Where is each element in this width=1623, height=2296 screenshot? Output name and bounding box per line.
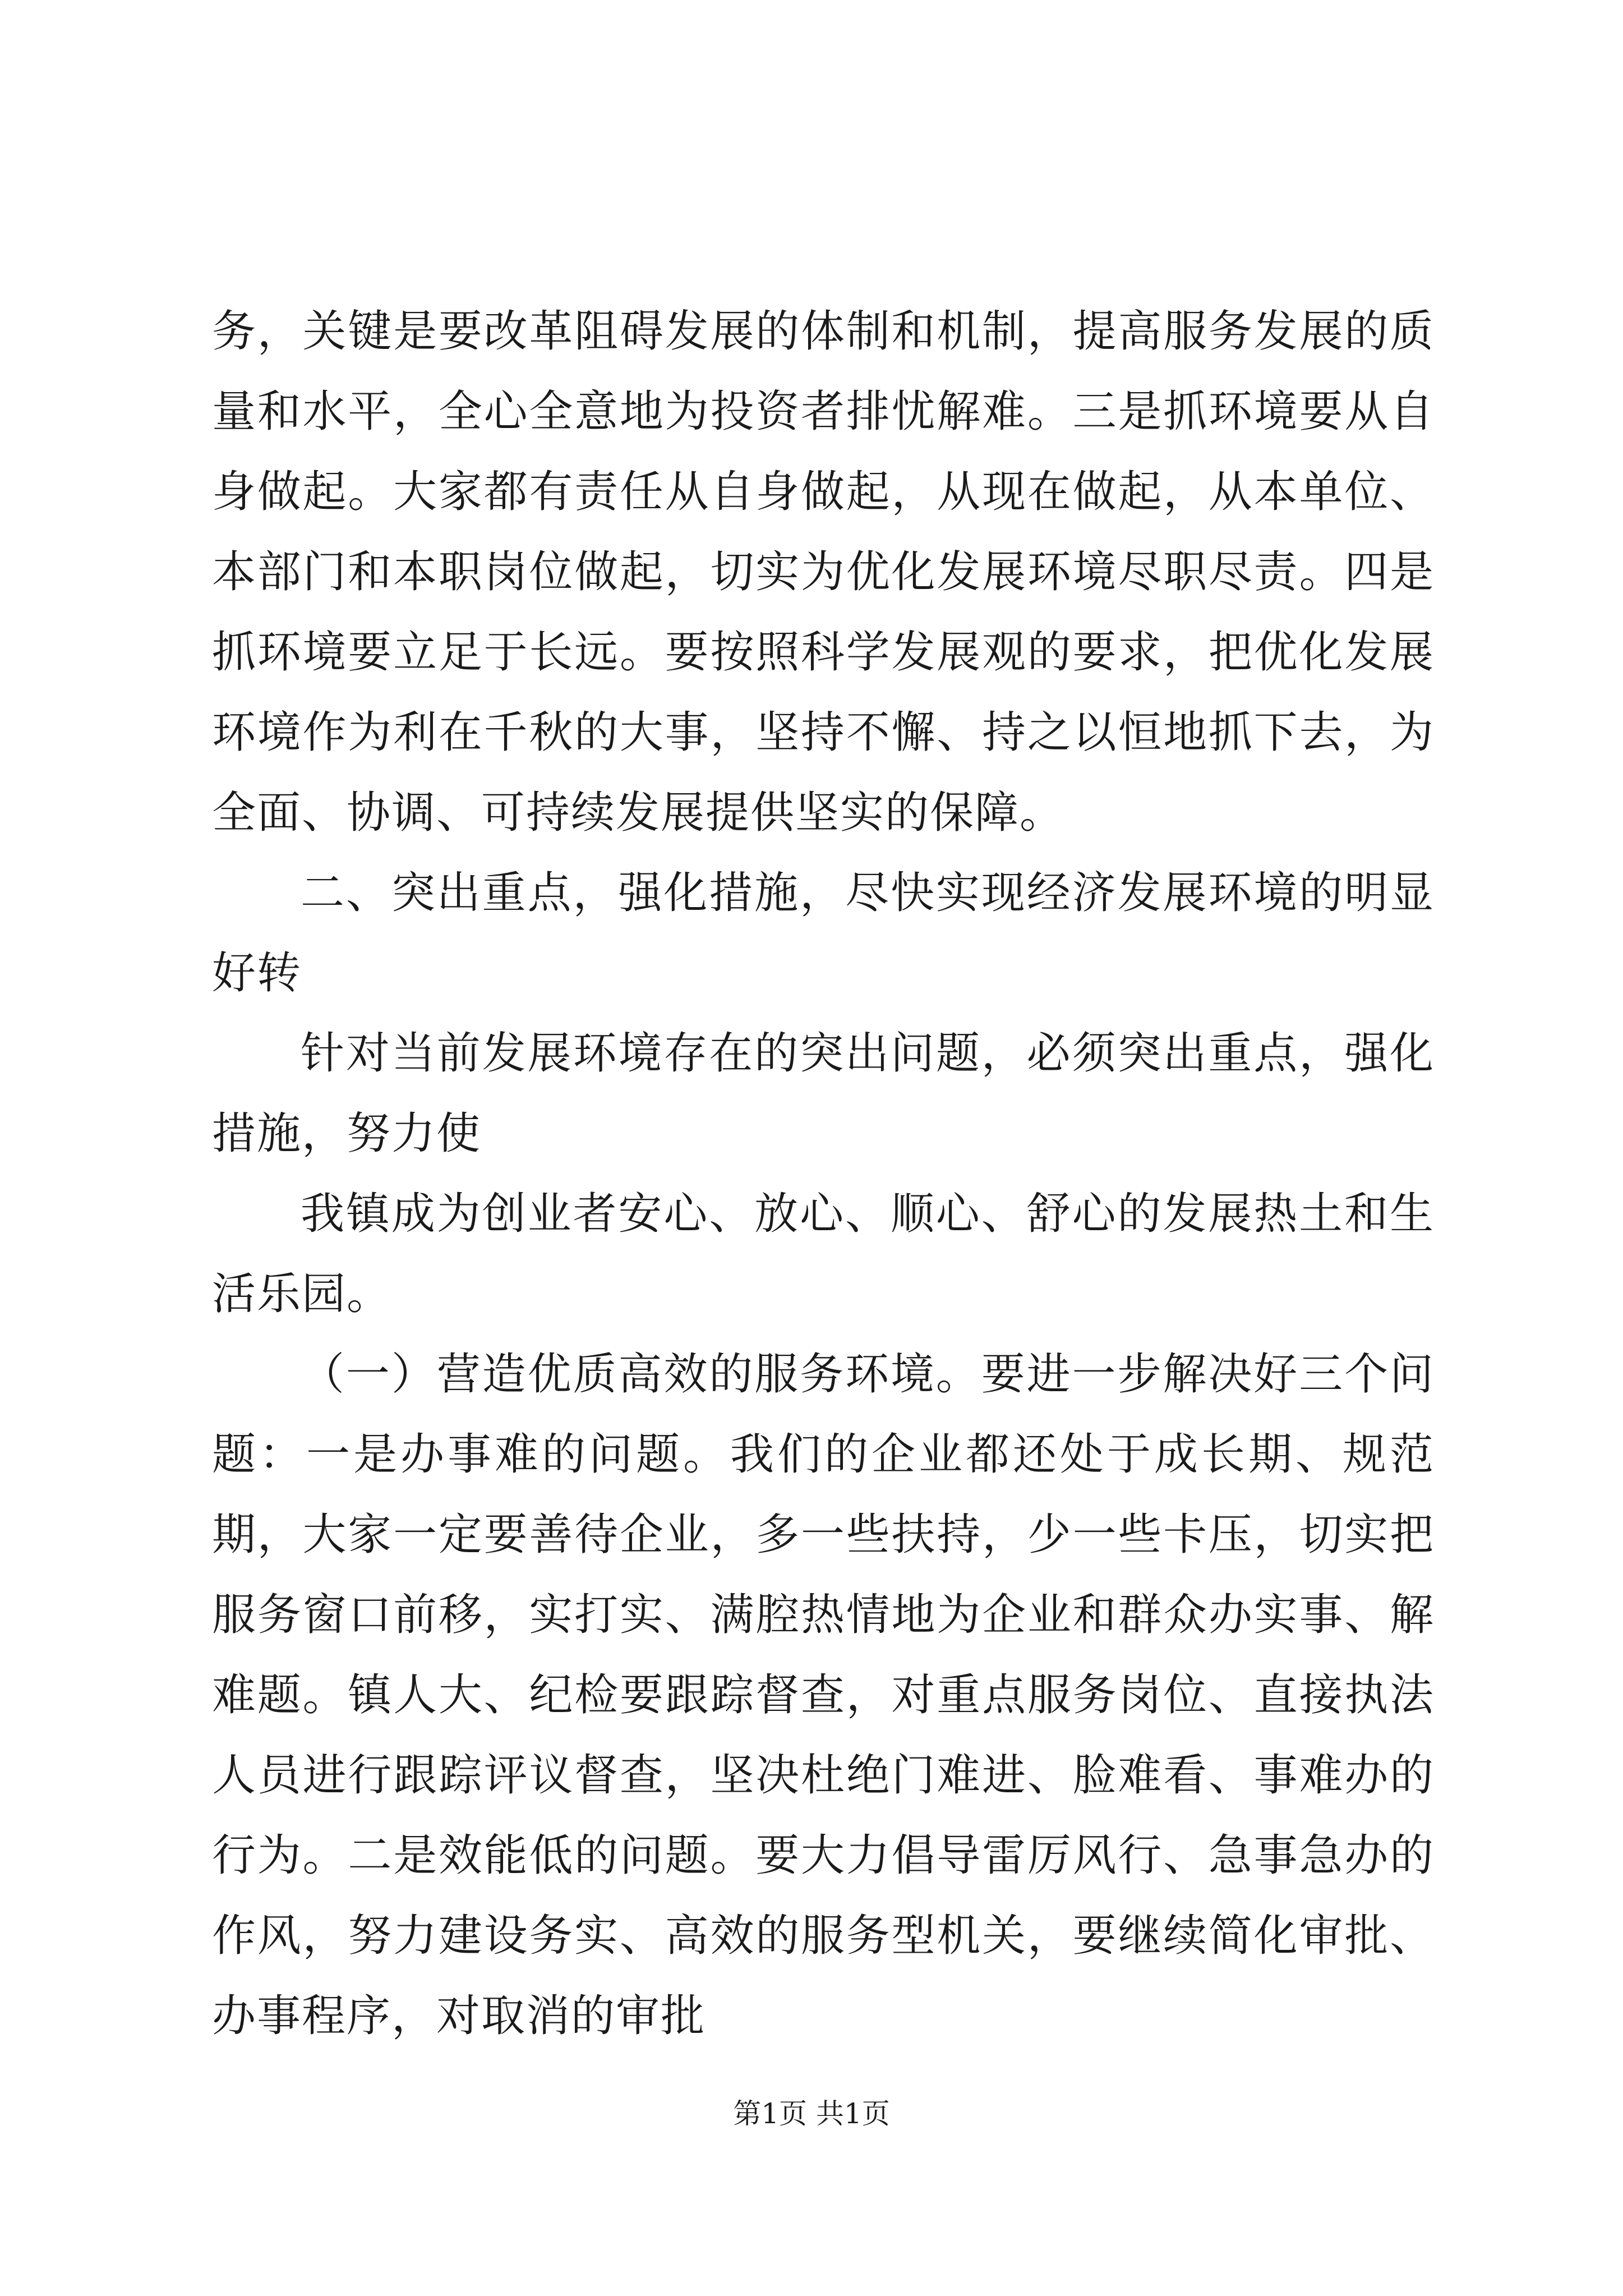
page-footer: 第1页 共1页 <box>733 2097 890 2130</box>
paragraph-1: 务，关键是要改革阻碍发展的体制和机制，提高服务发展的质量和水平，全心全意地为投资者排忧解难。三是抓环境要从自身做起。大家都有责任从自身做起，从现在做起，从本单位、本部门和本职岗位做起，切实为优化发展环境尽职尽责。四是抓环境要立足于长远。要按照科学发展观的要求，把优化发展环境作为利在千秋的大事，坚持不懈、持之以恒地抓下去，为全面、协调、可持续发展提供坚实的保障。 <box>212 306 1435 838</box>
paragraph-4: （一）营造优质高效的服务环境。要进一步解决好三个问题：一是办事难的问题。我们的企业都还处于成长期、规范期，大家一定要善待企业，多一些扶持，少一些卡压，切实把服务窗口前移，实打实、满腔热情地为企业和群众办实事、解难题。镇人大、纪检要跟踪督查，对重点服务岗位、直接执法人员进行跟踪评议督查，坚决杜绝门难进、脸难看、事难办的行为。二是效能低的问题。要大力倡导雷厉风行、急事急办的作风，努力建设务实、高效的服务型机关，要继续简化审批、办事程序，对取消的审批 <box>212 1349 1435 2041</box>
section-heading: 二、突出重点，强化措施，尽快实现经济发展环境的明显好转 <box>212 868 1435 999</box>
document-body <box>212 292 1435 2056</box>
paragraph-3: 我镇成为创业者安心、放心、顺心、舒心的发展热土和生活乐园。 <box>212 1189 1435 1319</box>
paragraph-2: 针对当前发展环境存在的突出问题，必须突出重点，强化措施，努力使 <box>212 1028 1435 1159</box>
